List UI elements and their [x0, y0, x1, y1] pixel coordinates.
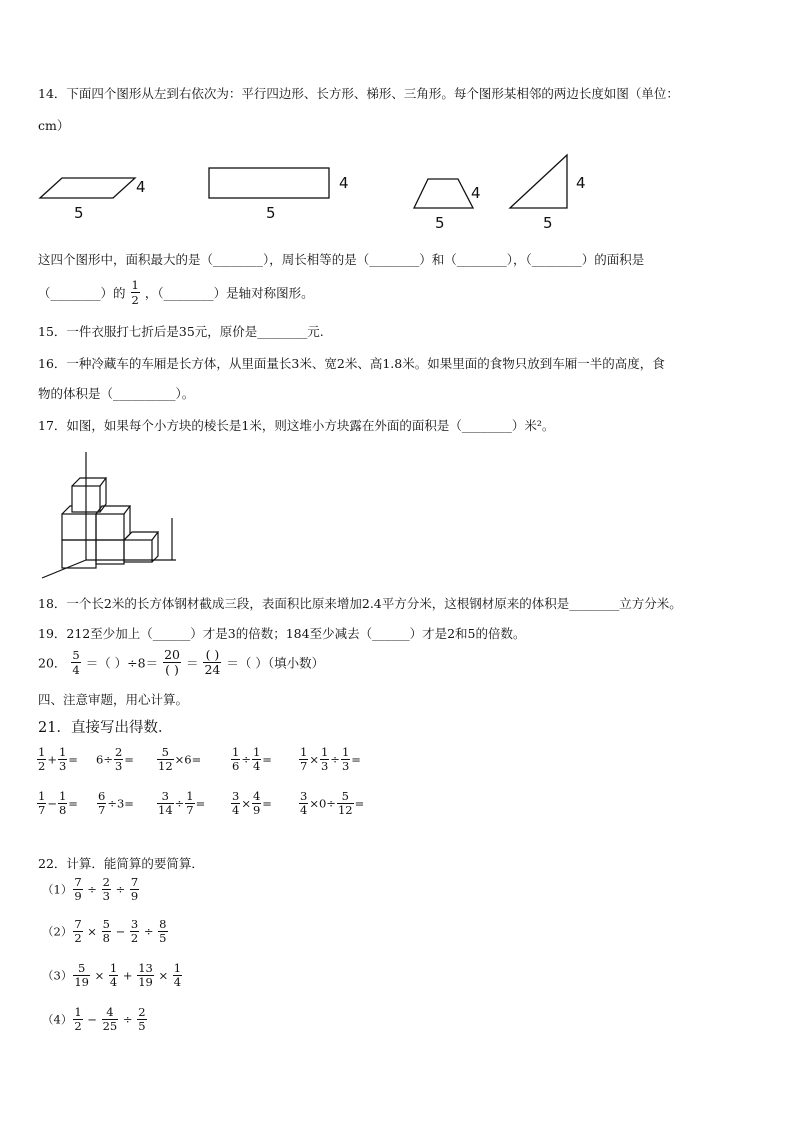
fraction: $\frac{1}{6}$ [232, 745, 240, 773]
operator-text: ÷ [107, 796, 117, 811]
q14-line4-b: ，（________）是轴对称图形。 [144, 285, 314, 301]
fraction: $\frac{5}{12}$ [337, 789, 353, 817]
fraction: $\frac{13}{19}$ [138, 961, 153, 989]
q22-title: 22．计算．能简算的要简算． [38, 856, 204, 871]
operator-text: ÷ [174, 796, 185, 811]
q21-expression [298, 746, 361, 773]
q21-expression [96, 790, 134, 817]
q21-expression [36, 790, 78, 817]
operator-text: 3 [116, 796, 125, 811]
trapezoid-side-label: 4 [471, 184, 481, 202]
q21-expression [230, 746, 272, 773]
q21-expression [156, 746, 201, 773]
operator-text: = [68, 796, 78, 811]
operator-text: 6 [96, 752, 104, 767]
operator-text: × [83, 924, 101, 939]
fraction: $\frac{1}{8}$ [58, 789, 67, 817]
q20-frac-3: ( ) 24 [204, 647, 221, 677]
parallelogram-base-label: 5 [74, 204, 84, 222]
triangle-base-label: 5 [543, 214, 553, 232]
q22-item [42, 1006, 148, 1033]
q22-item-label: （1） [42, 882, 73, 897]
fraction: $\frac{1}{7}$ [300, 745, 308, 773]
operator-text: × [309, 796, 319, 811]
q20-frac-2: 20 ( ) [164, 647, 180, 677]
q14-line4-a: （________）的 [38, 285, 126, 301]
fraction-one-half: $\frac{1}{2}$ [131, 278, 139, 307]
operator-text: + [119, 968, 137, 983]
operator-text: = [262, 796, 272, 811]
fraction: $\frac{5}{8}$ [102, 917, 110, 945]
q16-line1: 16．一种冷藏车的车厢是长方体，从里面量长3米、宽2米、高1.8米。如果里面的食物只放到车厢一半的高度，食 [38, 356, 665, 371]
q15: 15．一件衣服打七折后是35元，原价是________元. [38, 324, 324, 339]
fraction: $\frac{3}{2}$ [130, 917, 139, 945]
operator-text: ÷ [140, 924, 158, 939]
operator-text: ÷ [111, 882, 129, 897]
operator-text: = [124, 752, 134, 767]
fraction: $\frac{1}{7}$ [186, 789, 194, 817]
operator-text: ÷ [326, 796, 336, 811]
section-4-heading: 四、注意审题，用心计算。 [38, 692, 189, 707]
fraction: $\frac{4}{9}$ [252, 789, 261, 817]
q17: 17．如图，如果每个小方块的棱长是1米，则这堆小方块露在外面的面积是（________）米²。 [38, 418, 555, 433]
fraction: $\frac{1}{3}$ [341, 745, 350, 773]
q22-item-label: （4） [42, 1012, 73, 1027]
operator-text: ÷ [119, 1012, 137, 1027]
operator-text: + [47, 752, 57, 767]
fraction: $\frac{2}{3}$ [102, 875, 110, 903]
fraction: $\frac{1}{3}$ [58, 745, 67, 773]
fraction: $\frac{6}{7}$ [98, 789, 106, 817]
operator-text: = [262, 752, 272, 767]
operator-text: ÷ [330, 752, 340, 767]
rectangle-base-label: 5 [266, 204, 276, 222]
q21-expression [230, 790, 272, 817]
parallelogram-side-label: 4 [136, 178, 146, 196]
fraction: $\frac{7}{9}$ [130, 875, 139, 903]
operator-text: = [191, 752, 202, 767]
triangle-side-label: 4 [576, 174, 586, 192]
q20: 20． $\frac{5}{4}$ ＝（ ）÷8＝ 20 ( ) ＝ ( ) 24 ＝（ ）（填小数） [38, 647, 325, 677]
q16-line2: 物的体积是（__________）。 [38, 386, 195, 401]
fraction: $\frac{1}{4}$ [252, 745, 261, 773]
fraction: $\frac{3}{14}$ [158, 789, 173, 817]
q22-item-label: （3） [42, 968, 73, 983]
operator-text: − [83, 1012, 101, 1027]
fraction: $\frac{1}{7}$ [38, 789, 46, 817]
operator-text: = [195, 796, 206, 811]
fraction: $\frac{2}{3}$ [114, 745, 123, 773]
q22-item [42, 918, 169, 945]
operator-text: − [111, 924, 129, 939]
operator-text: ÷ [241, 752, 251, 767]
fraction: $\frac{5}{19}$ [74, 961, 89, 989]
rectangle-side-label: 4 [339, 174, 349, 192]
operator-text: = [68, 752, 78, 767]
q21-expression [36, 746, 78, 773]
operator-text: = [354, 796, 365, 811]
q22-item [42, 876, 140, 903]
q20-frac-1: $\frac{5}{4}$ [72, 648, 80, 677]
fraction: $\frac{1}{2}$ [74, 1005, 82, 1033]
q21-expression [96, 746, 134, 773]
trapezoid-base-label: 5 [435, 214, 445, 232]
operator-text: × [90, 968, 108, 983]
operator-text: × [154, 968, 172, 983]
fraction: $\frac{3}{4}$ [300, 789, 308, 817]
fraction: $\frac{1}{4}$ [173, 961, 182, 989]
fraction: $\frac{3}{4}$ [232, 789, 240, 817]
operator-text: ÷ [83, 882, 101, 897]
fraction: $\frac{2}{5}$ [138, 1005, 146, 1033]
operator-text: ÷ [103, 752, 113, 767]
q22-item [42, 962, 183, 989]
fraction: $\frac{5}{12}$ [158, 745, 173, 773]
operator-text: × [174, 752, 185, 767]
q18: 18．一个长2米的长方体钢材截成三段，表面积比原来增加2.4平方分米，这根钢材原来的体积是________立方分米。 [38, 596, 682, 611]
fraction: $\frac{7}{2}$ [74, 917, 82, 945]
q21-expression [156, 790, 205, 817]
fraction: $\frac{7}{9}$ [74, 875, 82, 903]
q21-title: 21．直接写出得数． [38, 720, 173, 736]
q22-item-label: （2） [42, 924, 73, 939]
fraction: $\frac{8}{5}$ [159, 917, 167, 945]
operator-text: × [309, 752, 319, 767]
q14-line1: 14．下面四个图形从左到右依次为：平行四边形、长方形、梯形、三角形。每个图形某相邻的两边长度如图（单位： [38, 86, 679, 101]
fraction: $\frac{4}{25}$ [102, 1005, 118, 1033]
q14-line3: 这四个图形中，面积最大的是（________），周长相等的是（________）和（________），（________）的面积是 [38, 252, 645, 267]
operator-text: 0 [318, 796, 327, 811]
fraction: $\frac{1}{3}$ [320, 745, 329, 773]
operator-text: = [351, 752, 361, 767]
operator-text: = [124, 796, 134, 811]
operator-text: × [241, 796, 251, 811]
q14-line2: cm） [38, 118, 70, 133]
fraction: $\frac{1}{2}$ [38, 745, 46, 773]
operator-text: 6 [184, 752, 192, 767]
operator-text: − [47, 796, 57, 811]
q21-expression [298, 790, 364, 817]
fraction: $\frac{1}{4}$ [109, 961, 118, 989]
q19: 19．212至少加上（______）才是3的倍数；184至少减去（______）才是2和5的倍数。 [38, 626, 526, 641]
